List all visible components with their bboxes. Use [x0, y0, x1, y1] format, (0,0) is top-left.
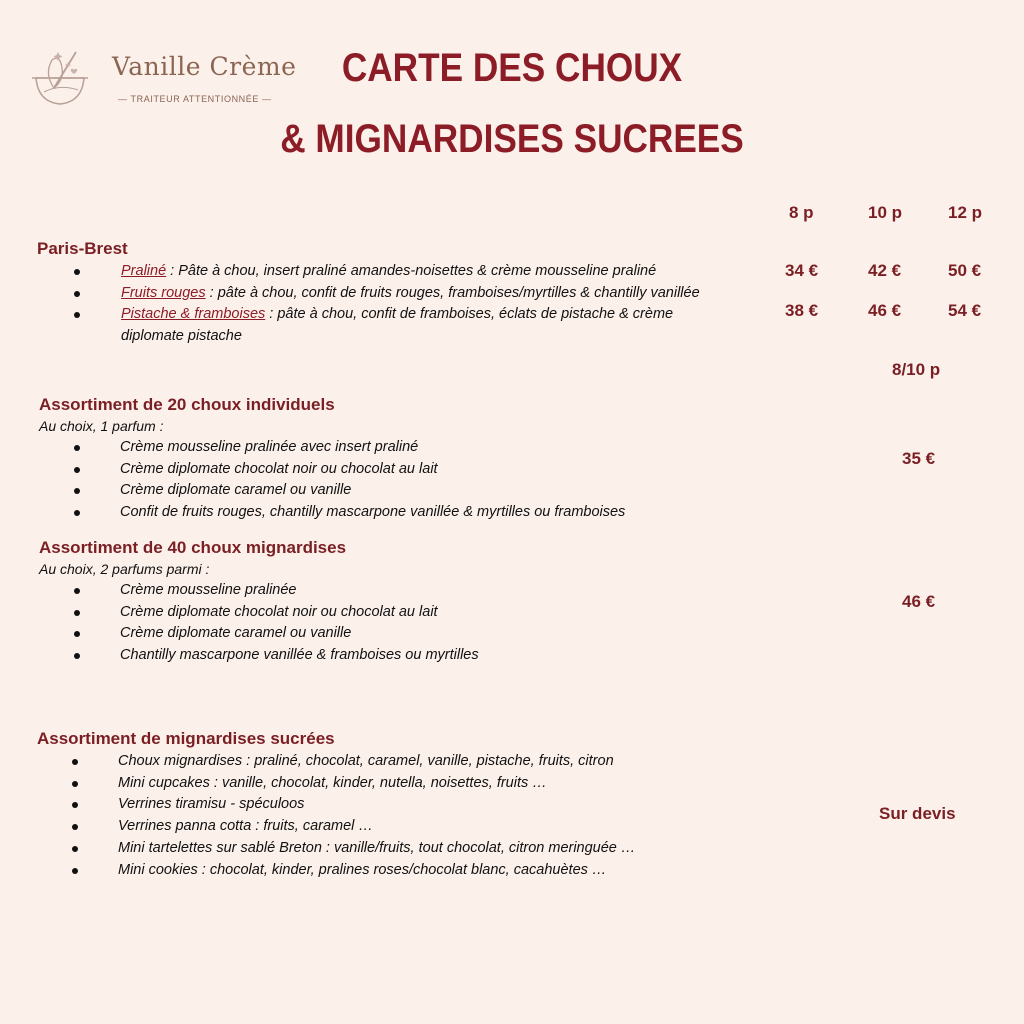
column-header-10p: 10 p	[868, 203, 903, 222]
list-item	[0, 459, 770, 481]
list-item	[0, 773, 800, 795]
item-text: Crème mousseline pralinée avec insert praliné	[120, 439, 419, 455]
price-pb-row1-8p: 34 €	[785, 261, 819, 280]
bullet	[74, 312, 80, 318]
list-item	[0, 794, 800, 816]
mignardises-list	[0, 751, 800, 881]
bullet	[74, 610, 80, 616]
choux-40-list	[0, 580, 770, 667]
page-title-line-2: & MIGNARDISES SUCREES	[280, 117, 744, 161]
price-pb-row1-10p: 42 €	[868, 261, 902, 280]
bullet	[72, 781, 78, 787]
item-description: : Pâte à chou, insert praliné amandes-noisettes & crème mousseline praliné	[166, 263, 657, 279]
bullet	[74, 445, 80, 451]
item-text: Crème diplomate chocolat noir ou chocolat au lait	[120, 460, 438, 477]
brand-tagline: — TRAITEUR ATTENTIONNÉE —	[118, 94, 272, 104]
price-choux-40: 46 €	[902, 592, 936, 611]
list-item	[0, 623, 770, 645]
section-title-mignardises: Assortiment de mignardises sucrées	[37, 729, 335, 748]
section-title-paris-brest: Paris-Brest	[37, 239, 128, 258]
list-item	[0, 860, 800, 882]
section-title-choux-20: Assortiment de 20 choux individuels	[39, 395, 335, 414]
bullet	[74, 291, 80, 297]
item-text: Confit de fruits rouges, chantilly mascarpone vanillée & myrtilles ou framboises	[120, 504, 626, 521]
price-pb-row1-12p: 50 €	[948, 261, 982, 280]
list-item	[0, 283, 770, 305]
price-pb-row2-12p: 54 €	[948, 301, 982, 320]
bullet	[72, 846, 78, 852]
paris-brest-list	[0, 261, 770, 348]
list-item	[0, 502, 770, 524]
list-item	[0, 437, 770, 459]
item-text: Crème mousseline pralinée	[120, 582, 297, 598]
price-mignardises: Sur devis	[879, 804, 956, 823]
bullet	[72, 824, 78, 830]
list-item	[0, 645, 770, 667]
bullet	[74, 467, 80, 473]
bullet	[74, 510, 80, 516]
list-item	[0, 580, 770, 602]
item-text: Crème diplomate chocolat noir ou chocolat au lait	[120, 603, 438, 620]
page-title-line-1: CARTE DES CHOUX	[341, 46, 683, 90]
item-text: Crème diplomate caramel ou vanille	[120, 625, 352, 642]
item-description: : pâte à chou, confit de fruits rouges, framboises/myrtilles & chantilly vanillée	[205, 284, 700, 301]
brand-name: Vanille Crème	[112, 52, 297, 81]
item-text: Mini cookies : chocolat, kinder, pralines roses/chocolat blanc, cacahuètes …	[118, 861, 607, 878]
bullet	[74, 631, 80, 637]
section-intro-choux-20: Au choix, 1 parfum :	[39, 418, 164, 434]
item-text: Crème diplomate caramel ou vanille	[120, 482, 352, 499]
item-name: Fruits rouges	[121, 284, 206, 301]
price-pb-row2-10p: 46 €	[868, 301, 902, 320]
list-item	[0, 751, 800, 773]
column-header-8-10p: 8/10 p	[892, 360, 941, 379]
column-header-12p: 12 p	[948, 203, 983, 222]
list-item	[0, 304, 721, 347]
bullet	[74, 653, 80, 659]
bullet	[72, 759, 78, 765]
item-text: Chantilly mascarpone vanillée & framboises ou myrtilles	[120, 647, 479, 664]
item-name: Praliné	[121, 263, 167, 279]
list-item	[0, 816, 800, 838]
bullet	[74, 588, 80, 594]
item-name: Pistache & framboises	[121, 306, 266, 323]
bullet	[72, 868, 78, 874]
bullet	[72, 802, 78, 808]
item-text: Verrines panna cotta : fruits, caramel …	[118, 818, 373, 835]
section-intro-choux-40: Au choix, 2 parfums parmi :	[39, 561, 210, 577]
item-text: Verrines tiramisu - spéculoos	[118, 796, 305, 813]
price-choux-20: 35 €	[902, 449, 936, 468]
item-text: Choux mignardises : praliné, chocolat, caramel, vanille, pistache, fruits, citron	[118, 753, 614, 769]
choux-20-list	[0, 437, 770, 524]
bullet	[74, 488, 80, 494]
list-item	[0, 261, 770, 283]
list-item	[0, 480, 770, 502]
bullet	[74, 269, 80, 275]
section-title-choux-40: Assortiment de 40 choux mignardises	[39, 538, 347, 557]
list-item	[0, 602, 770, 624]
item-description: : pâte à chou, confit de framboises, éclats de pistache & crème diplomate pistache	[121, 306, 674, 345]
price-pb-row2-8p: 38 €	[785, 301, 819, 320]
column-header-8p: 8 p	[789, 203, 814, 222]
item-text: Mini tartelettes sur sablé Breton : vanille/fruits, tout chocolat, citron meringuée …	[118, 839, 636, 856]
list-item	[0, 838, 800, 860]
item-text: Mini cupcakes : vanille, chocolat, kinder, nutella, noisettes, fruits …	[118, 774, 547, 791]
